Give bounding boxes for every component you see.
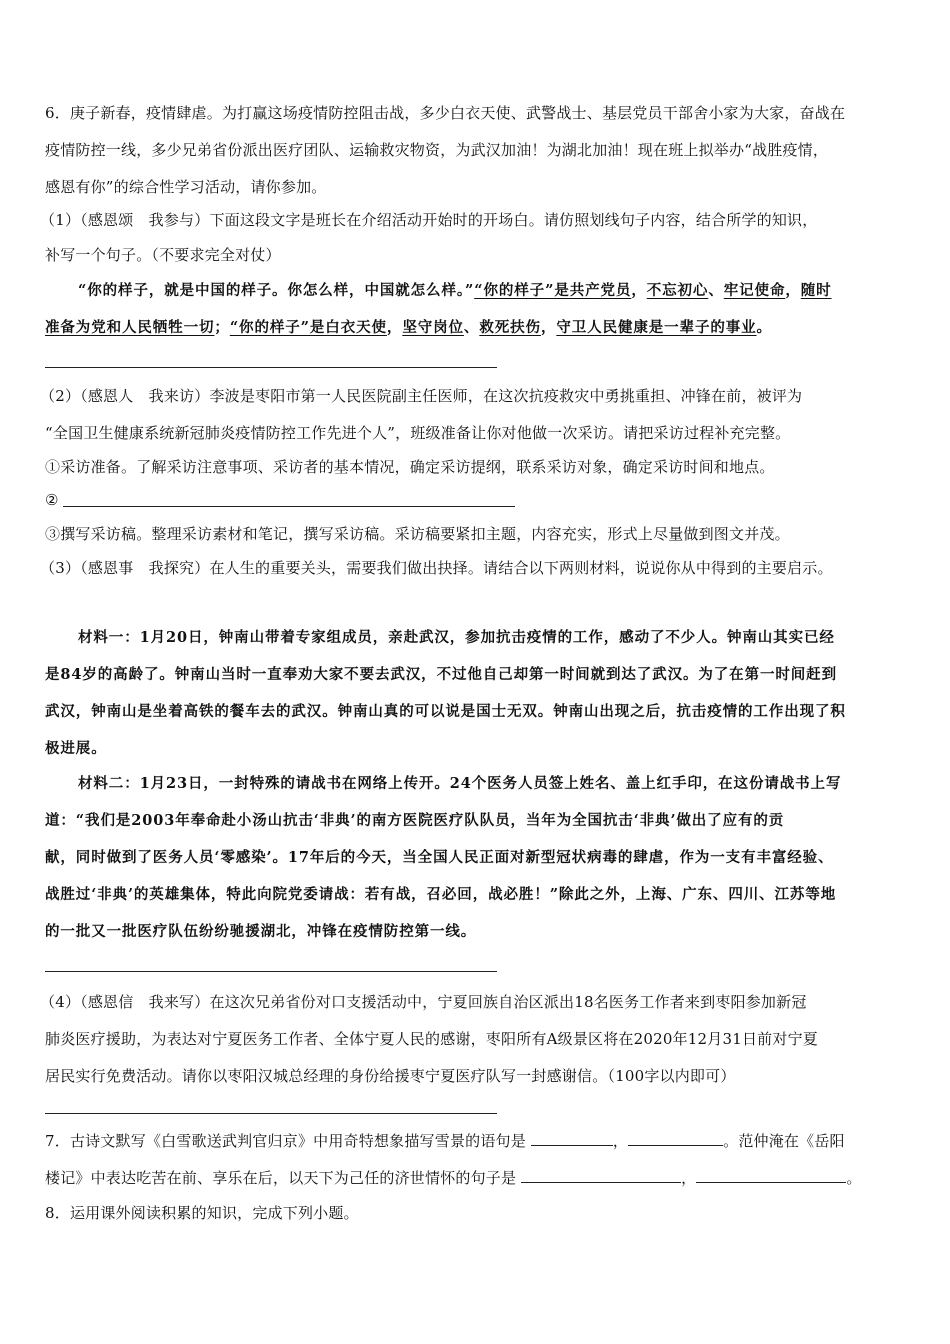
material2-line-5: 的一批又一批医疗队伍纷纷驰援湖北，冲锋在疫情防控第一线。: [45, 923, 477, 940]
q6-intro-line-1: 6．庚子新春，疫情肆虐。为打赢这场疫情防控阻击战，多少白衣天使、武警战士、基层党员干部舍小家为大家，奋战在: [45, 104, 846, 122]
punctuation: ，: [631, 282, 647, 299]
q6-intro-line-2: 疫情防控一线，多少兄弟省份派出医疗团队、运输救灾物资，为武汉加油！为湖北加油！现在班上拟举办“战胜疫情，: [45, 141, 829, 159]
q6-part2-step-2: [45, 490, 59, 510]
q6-part2-prompt-1: （2）（感恩人 我来访）李波是枣阳市第一人民医院副主任医师，在这次抗疫救灾中勇挑重担、冲锋在前，被评为: [40, 387, 803, 405]
q6-part1-prompt-2: 补写一个句子。（不要求完全对仗）: [45, 246, 281, 264]
answer-line-step-2[interactable]: [63, 506, 515, 507]
q7-line-2: [45, 1168, 862, 1188]
underlined-phrase: 准备为党和人民牺牲一切: [45, 319, 215, 336]
q7-text-c: 楼记》中表达吃苦在前、享乐在后，以天下为己任的济世情怀的句子是: [45, 1169, 522, 1187]
q7-text-b: 。范仲淹在《岳阳: [723, 1132, 845, 1150]
underlined-phrase: 随时: [800, 282, 832, 299]
answer-line-part1[interactable]: [45, 367, 497, 368]
q6-part4-prompt-1: （4）（感恩信 我来写）在这次兄弟省份对口支援活动中，宁夏回族自治区派出18名医务工作者来到枣阳参加新冠: [40, 993, 807, 1011]
material1-line-1: 材料一：1月20日，钟南山带着专家组成员，亲赴武汉，参加抗击疫情的工作，感动了不少人。钟南山其实已经: [78, 629, 835, 646]
underlined-phrase: 救死扶伤: [479, 319, 541, 336]
underlined-phrase: 不忘初心: [646, 282, 709, 299]
q6-intro-line-3: 感恩有你”的综合性学习活动，请你参加。: [45, 178, 327, 196]
punctuation: ，: [785, 282, 801, 299]
material2-line-1: 材料二：1月23日，一封特殊的请战书在网络上传开。24个医务人员签上姓名、盖上红手印，在这份请战书上写: [78, 775, 842, 792]
q8-text: 8．运用课外阅读积累的知识，完成下列小题。: [45, 1204, 359, 1222]
q6-part2-step-3: ③撰写采访稿。整理采访素材和笔记，撰写采访稿。采访稿要紧扣主题，内容充实，形式上尽量做到图文并茂。: [45, 525, 790, 543]
q6-part3-prompt: （3）（感恩事 我探究）在人生的重要关头，需要我们做出抉择。请结合以下两则材料，说说你从中得到的主要启示。: [40, 559, 833, 577]
punctuation: ，: [681, 1169, 697, 1187]
answer-line-part3[interactable]: [45, 971, 497, 972]
material2-line-4: 战胜过‘非典’的英雄集体，特此向院党委请战：若有战，召必回，战必胜！”除此之外，上海、广东、四川、江苏等地: [45, 886, 837, 903]
q7-text-a: 7．古诗文默写《白雪歌送武判官归京》中用奇特想象描写雪景的语句是: [45, 1132, 531, 1150]
material2-line-3: 献，同时做到了医务人员‘零感染’。17年后的今天，当全国人民正面对新型冠状病毒的肆虐，作为一支有丰富经验、: [45, 849, 834, 866]
material1-line-3: 武汉，钟南山是坐着高铁的餐车去的武汉。钟南山真的可以说是国士无双。钟南山出现之后，抗击疫情的工作出现了积: [45, 703, 846, 720]
blank-q7-4[interactable]: [696, 1168, 846, 1183]
punctuation: 。: [756, 319, 772, 336]
underlined-phrase: 守卫人民健康是一辈子的事业: [556, 319, 757, 336]
punctuation: ，: [540, 319, 557, 336]
material1-line-4: 极进展。: [45, 740, 107, 757]
underlined-phrase: 坚守岗位: [402, 319, 464, 336]
punctuation: 。: [846, 1169, 862, 1187]
q6-part1-prompt-1: （1）（感恩颂 我参与）下面这段文字是班长在介绍活动开始时的开场白。请仿照划线句子内容，结合所学的知识，: [40, 211, 818, 229]
underlined-phrase: 牢记使命: [723, 282, 786, 299]
q6-part1-quote-line-1: [78, 281, 832, 301]
punctuation: 、: [463, 319, 480, 336]
q7-line-1: [45, 1131, 845, 1151]
q6-part2-step-1: ①采访准备。了解采访注意事项、采访者的基本情况，确定采访提纲，联系采访对象，确定采访时间和地点。: [45, 458, 775, 476]
blank-q7-2[interactable]: [628, 1131, 723, 1146]
punctuation: ；: [214, 319, 230, 336]
punctuation: 、: [708, 282, 724, 299]
blank-q7-3[interactable]: [521, 1168, 681, 1183]
material1-line-2: 是84岁的高龄了。钟南山当时一直奉劝大家不要去武汉，不过他自己却第一时间就到达了武汉。为了在第一时间赶到: [45, 666, 837, 683]
punctuation: ，: [612, 1132, 629, 1150]
q6-part1-quote-line-2: [45, 318, 772, 338]
underlined-phrase: “你的样子”是白衣天使: [229, 319, 387, 336]
punctuation: ，: [386, 319, 403, 336]
q6-part4-prompt-2: 肺炎医疗援助，为表达对宁夏医务工作者、全体宁夏人民的感谢，枣阳所有A级景区将在2020年12月31日前对宁夏: [45, 1030, 818, 1048]
underlined-phrase: “你的样子”是共产党员: [474, 282, 632, 299]
step-2-marker: ②: [45, 491, 59, 509]
q6-part2-prompt-2: “全国卫生健康系统新冠肺炎疫情防控工作先进个人”，班级准备让你对他做一次采访。请把采访过程补充完整。: [45, 424, 791, 442]
blank-q7-1[interactable]: [531, 1131, 613, 1146]
quote-plain: “你的样子，就是中国的样子。你怎么样，中国就怎么样。”: [78, 282, 475, 299]
q6-part4-prompt-3: 居民实行免费活动。请你以枣阳汉城总经理的身份给援枣宁夏医疗队写一封感谢信。（100字以内即可）: [45, 1067, 736, 1085]
material2-line-2: 道：“我们是2003年奉命赴小汤山抗击‘非典’的南方医院医疗队队员，当年为全国抗击‘非典’做出了应有的贡: [45, 812, 785, 829]
answer-line-part4[interactable]: [45, 1113, 497, 1114]
